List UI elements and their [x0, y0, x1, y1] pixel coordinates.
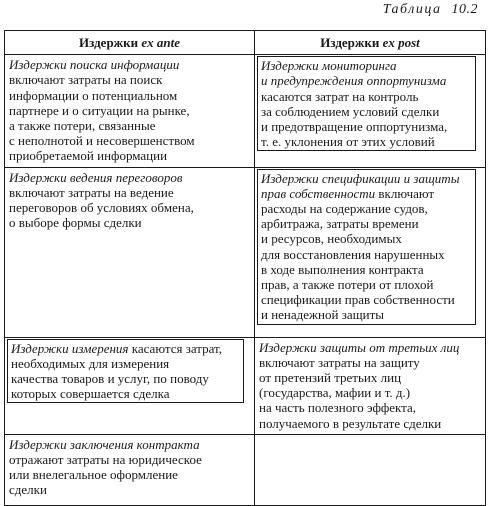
- table-header-row: [5, 31, 486, 55]
- cost-description: включают затраты на защиту от претензий третьих лиц (государства, мафии и т. д.) на часть полезного эффекта, получаемого в результате сделки: [259, 354, 442, 431]
- header-ex-post-prefix: Издержки: [320, 35, 380, 50]
- header-ex-ante-prefix: Издержки: [79, 35, 139, 50]
- table-row: [5, 167, 486, 337]
- cost-description: касаются затрат, необходимых для измерения качества товаров и услуг, по поводу которых совершается сделка: [11, 340, 222, 402]
- cost-title: Издержки ведения переговоров: [9, 169, 183, 185]
- header-ex-ante: [5, 31, 255, 55]
- cell-ex-post: [255, 337, 486, 434]
- table-row: [5, 55, 486, 167]
- cost-description: включают затраты на ведение переговоров об условиях обмена, о выборе формы сделки: [9, 184, 194, 231]
- cell-ex-ante: [5, 55, 255, 167]
- cost-title: Издержки заключения контракта: [9, 436, 200, 452]
- header-ex-post: [255, 31, 486, 55]
- header-ex-ante-suffix: ex ante: [141, 35, 180, 50]
- cost-title: Издержки спецификации и защиты прав собственности: [261, 170, 460, 201]
- transaction-costs-table: [4, 30, 486, 506]
- cell-ex-ante: [5, 167, 255, 337]
- table-caption: [383, 2, 478, 18]
- table-row: [5, 434, 486, 505]
- cell-ex-post: [255, 167, 486, 337]
- cost-title: Издержки мониторинга и предупреждения оппортунизма: [261, 58, 447, 89]
- cell-ex-ante: [5, 337, 255, 434]
- cell-ex-ante: [5, 434, 255, 505]
- cost-title: Издержки поиска информации: [9, 57, 180, 73]
- table-caption-label: Таблица: [382, 2, 442, 17]
- cell-ex-post: [255, 55, 486, 167]
- header-ex-post-suffix: ex post: [382, 35, 420, 50]
- table-row: [5, 337, 486, 434]
- cost-description: касаются затрат на контроль за соблюдением условий сделки и предотвращение оппортунизма, т. е. уклонения от этих условий: [261, 88, 448, 150]
- table-caption-number: 10.2: [451, 2, 478, 17]
- cost-title: Издержки защиты от третьих лиц: [259, 339, 460, 355]
- cost-description: включают расходы на содержание судов, арбитража, затраты времени и ресурсов, необходимых для восстановления нарушенных в ходе выполнения контракта прав, а также потери от плохой спецификации прав собственности и ненадежной защиты: [261, 185, 455, 323]
- cost-description: отражают затраты на юридическое или внелегальное оформление сделки: [9, 452, 202, 498]
- cost-title: Издержки измерения: [11, 340, 129, 356]
- cell-ex-post-empty: [255, 434, 486, 505]
- cost-description: включают затраты на поиск информации о потенциальном партнере и о ситуации на рынке, а также потери, связанные с неполнотой и несовершенством приобретаемой информации: [9, 72, 195, 164]
